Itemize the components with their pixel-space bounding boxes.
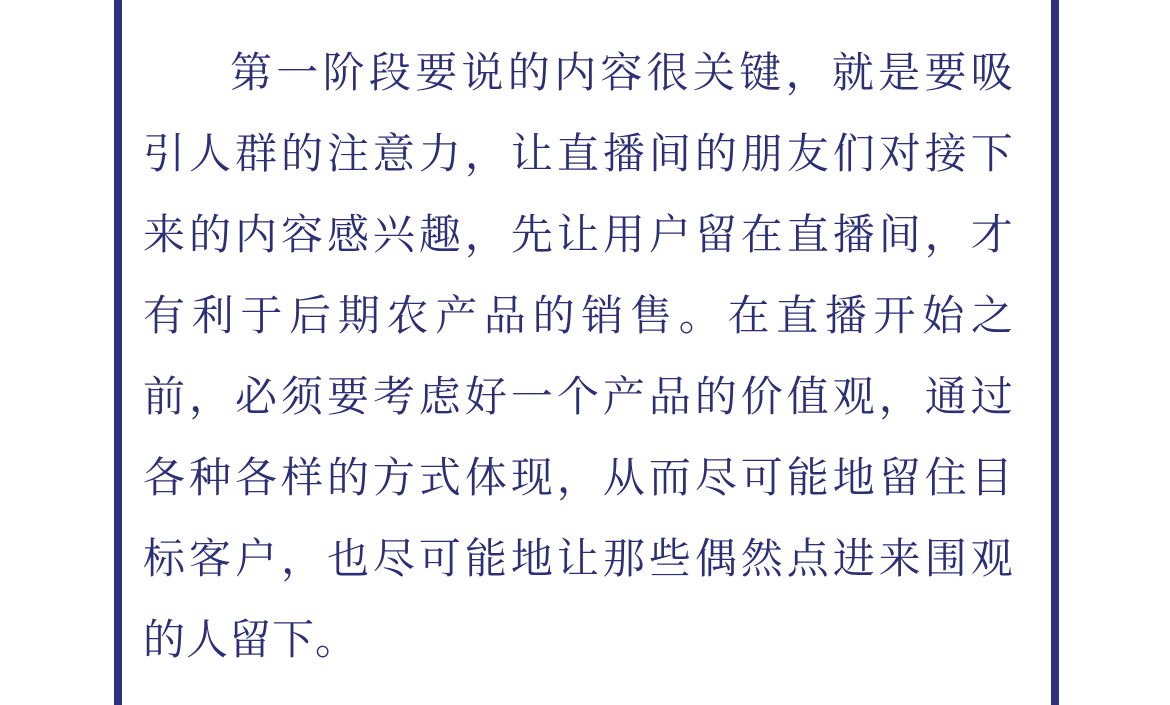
text-line: 引 人 群 的 注 意 力 ， 让 直 播 间 的 朋 友 们 对 接 下 [143,130,1013,177]
article-body [143,32,1013,680]
right-vertical-rule [1051,0,1059,705]
text-line: 标 客 户 ， 也 尽 可 能 地 让 那 些 偶 然 点 进 来 围 观 [143,535,1013,582]
text-line: 各 种 各 样 的 方 式 体 现 ， 从 而 尽 可 能 地 留 住 目 [143,454,1013,501]
text-line: 前 ， 必 须 要 考 虑 好 一 个 产 品 的 价 值 观 ， 通 过 [143,373,1013,420]
text-line: 来 的 内 容 感 兴 趣 ， 先 让 用 户 留 在 直 播 间 ， 才 [143,211,1013,258]
text-line: 的人留下。 [143,616,359,663]
text-line: 有 利 于 后 期 农 产 品 的 销 售 。 在 直 播 开 始 之 [143,292,1013,339]
left-vertical-rule [114,0,122,705]
text-line: 第 一 阶 段 要 说 的 内 容 很 关 键 ， 就 是 要 吸 [230,49,1013,96]
